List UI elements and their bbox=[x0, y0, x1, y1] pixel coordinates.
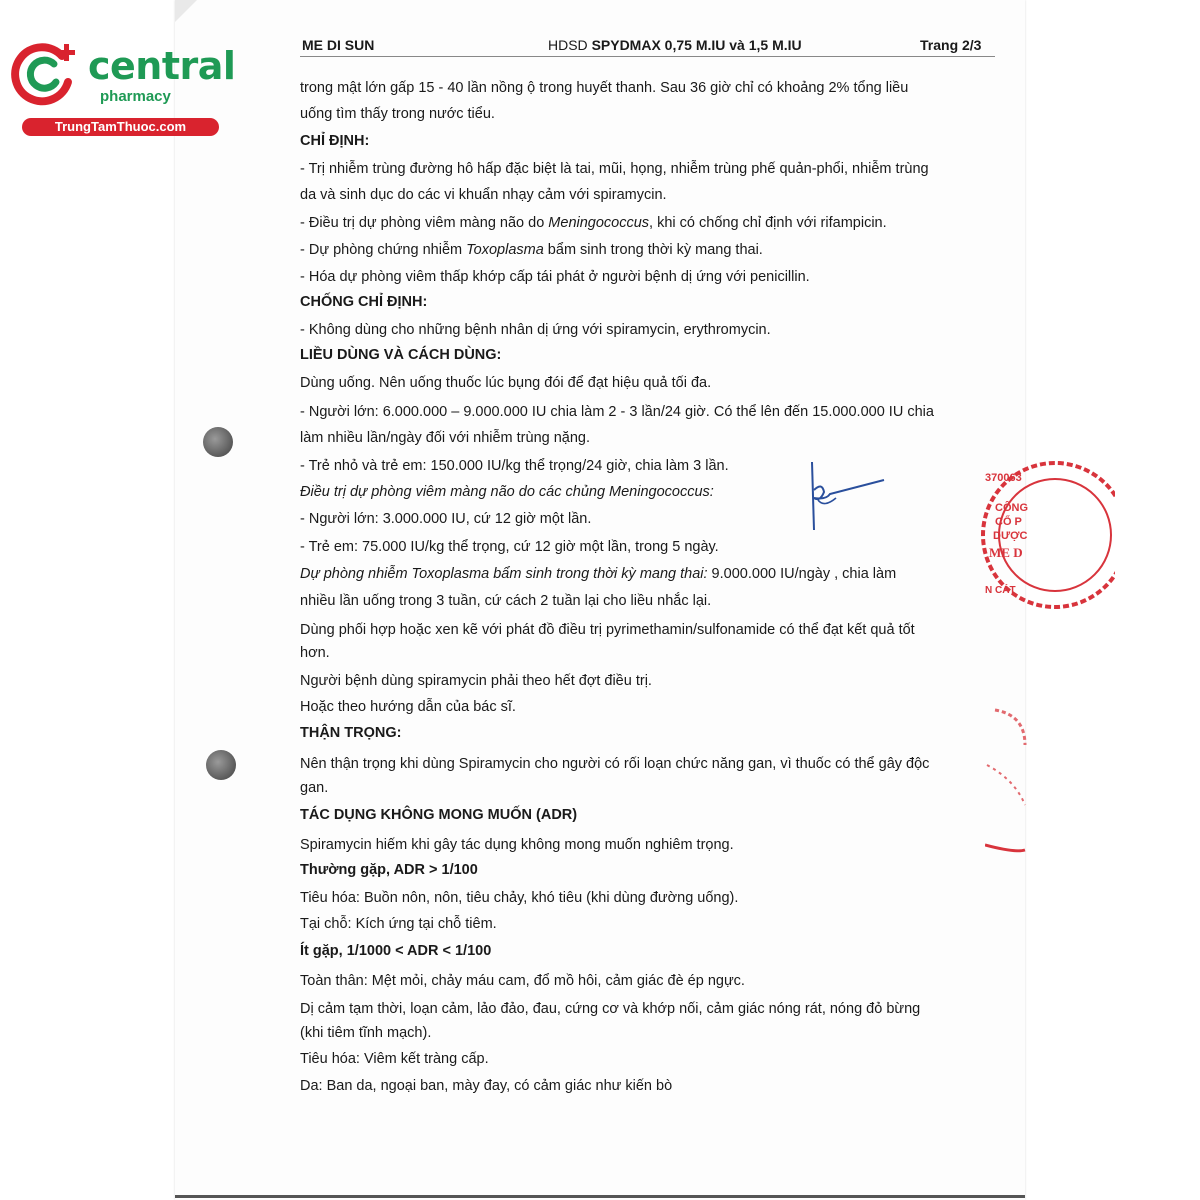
paragraph-line bbox=[300, 215, 887, 231]
italic-run: Dự phòng nhiễm Toxoplasma bẩm sinh trong thời kỳ mang thai: bbox=[300, 566, 708, 582]
paragraph-line: Dùng phối hợp hoặc xen kẽ với phát đồ điều trị pyrimethamin/sulfonamide có thể đạt kết quả tốt bbox=[300, 622, 915, 638]
italic-run: Toxoplasma bbox=[466, 242, 544, 258]
section-heading-precautions: THẬN TRỌNG: bbox=[300, 725, 402, 741]
paragraph-line: Tại chỗ: Kích ứng tại chỗ tiêm. bbox=[300, 916, 497, 932]
paragraph-line: - Không dùng cho những bệnh nhân dị ứng với spiramycin, erythromycin. bbox=[300, 322, 771, 338]
stamp-line: DƯỢC bbox=[993, 530, 1028, 542]
paragraph-line: Điều trị dự phòng viêm màng não do các chủng Meningococcus: bbox=[300, 484, 714, 500]
paragraph-line: Spiramycin hiếm khi gây tác dụng không mong muốn nghiêm trọng. bbox=[300, 837, 734, 853]
paragraph-line: Tiêu hóa: Buồn nôn, nôn, tiêu chảy, khó tiêu (khi dùng đường uống). bbox=[300, 890, 739, 906]
stamp-line: CÔNG bbox=[995, 502, 1028, 514]
section-heading-indications: CHỈ ĐỊNH: bbox=[300, 133, 370, 149]
paragraph-line: Nên thận trọng khi dùng Spiramycin cho người có rối loạn chức năng gan, vì thuốc có thể gây độc bbox=[300, 756, 930, 772]
page-fold-corner bbox=[175, 0, 197, 22]
paragraph-line: uống tìm thấy trong nước tiểu. bbox=[300, 106, 495, 122]
header-document-title bbox=[548, 37, 802, 53]
text-run: bẩm sinh trong thời kỳ mang thai. bbox=[543, 242, 763, 258]
brand-subtitle: pharmacy bbox=[100, 88, 171, 105]
brand-url-link[interactable]: TrungTamThuoc.com bbox=[22, 118, 219, 136]
paragraph-line: Tiêu hóa: Viêm kết tràng cấp. bbox=[300, 1051, 489, 1067]
text-run: , khi có chống chỉ định với rifampicin. bbox=[649, 215, 887, 231]
pharmacy-cross-logo-icon bbox=[10, 38, 80, 108]
paragraph-line: nhiều lần uống trong 3 tuần, cứ cách 2 tuần lại cho liều nhắc lại. bbox=[300, 593, 712, 609]
paragraph-line: gan. bbox=[300, 780, 329, 796]
page-bottom-edge bbox=[175, 1195, 1025, 1198]
stamp-number: 370063 bbox=[985, 472, 1022, 484]
section-heading-adverse-reactions: TÁC DỤNG KHÔNG MONG MUỐN (ADR) bbox=[300, 807, 578, 823]
paragraph-line: - Người lớn: 6.000.000 – 9.000.000 IU chia làm 2 - 3 lần/24 giờ. Có thể lên đến 15.000.000 IU chia bbox=[300, 404, 934, 420]
stamp-line: ME D bbox=[989, 545, 1023, 560]
header-divider bbox=[300, 56, 995, 57]
handwritten-signature bbox=[800, 460, 890, 535]
paragraph-line bbox=[300, 242, 763, 258]
subheading-uncommon: Ít gặp, 1/1000 < ADR < 1/100 bbox=[300, 943, 492, 959]
brand-logo[interactable] bbox=[10, 38, 236, 138]
paragraph-line: Dùng uống. Nên uống thuốc lúc bụng đói để đạt hiệu quả tối đa. bbox=[300, 375, 712, 391]
paragraph-line: hơn. bbox=[300, 645, 330, 661]
subheading-common: Thường gặp, ADR > 1/100 bbox=[300, 862, 478, 878]
paragraph-line: Hoặc theo hướng dẫn của bác sĩ. bbox=[300, 699, 516, 715]
paragraph-line: Dị cảm tạm thời, loạn cảm, lảo đảo, đau, cứng cơ và khớp nối, cảm giác nóng rát, nóng đỏ bừng bbox=[300, 1001, 921, 1017]
paragraph-line: trong mật lớn gấp 15 - 40 lần nồng ộ trong huyết thanh. Sau 36 giờ chỉ có khoảng 2% tổng liều bbox=[300, 80, 909, 96]
header-company: ME DI SUN bbox=[302, 37, 375, 53]
stamp-line: N CÁT bbox=[985, 585, 1016, 596]
header-page-number: Trang 2/3 bbox=[920, 37, 982, 53]
brand-name: central bbox=[88, 44, 236, 88]
paragraph-line: - Trẻ nhỏ và trẻ em: 150.000 IU/kg thể trọng/24 giờ, chia làm 3 lần. bbox=[300, 458, 729, 474]
paragraph-line: da và sinh dục do các vi khuẩn nhạy cảm với spiramycin. bbox=[300, 187, 667, 203]
paragraph-line: Da: Ban da, ngoại ban, mày đay, có cảm giác như kiến bò bbox=[300, 1078, 673, 1094]
partial-stamp-mark bbox=[985, 705, 1045, 855]
company-seal-stamp bbox=[975, 455, 1115, 615]
paragraph-line: - Hóa dự phòng viêm thấp khớp cấp tái phát ở người bệnh dị ứng với penicillin. bbox=[300, 269, 810, 285]
stamp-line: CỔ P bbox=[995, 516, 1022, 528]
paragraph-line: (khi tiêm tĩnh mạch). bbox=[300, 1025, 432, 1041]
paragraph-line: làm nhiều lần/ngày đối với nhiễm trùng nặng. bbox=[300, 430, 591, 446]
text-run: - Dự phòng chứng nhiễm bbox=[300, 242, 467, 258]
paragraph-line: Toàn thân: Mệt mỏi, chảy máu cam, đổ mồ hôi, cảm giác đè ép ngực. bbox=[300, 973, 745, 989]
section-heading-dosage: LIỀU DÙNG VÀ CÁCH DÙNG: bbox=[300, 347, 502, 363]
binder-hole-top bbox=[203, 427, 233, 457]
paragraph-line: Người bệnh dùng spiramycin phải theo hết đợt điều trị. bbox=[300, 673, 652, 689]
paragraph-line: - Trẻ em: 75.000 IU/kg thể trọng, cứ 12 giờ một lần, trong 5 ngày. bbox=[300, 539, 719, 555]
paragraph-line: - Người lớn: 3.000.000 IU, cứ 12 giờ một lần. bbox=[300, 511, 592, 527]
binder-hole-bottom bbox=[206, 750, 236, 780]
text-run: 9.000.000 IU/ngày , chia làm bbox=[707, 566, 897, 582]
header-title-prefix: HDSD bbox=[548, 37, 588, 53]
header-title-product: SPYDMAX 0,75 M.IU và 1,5 M.IU bbox=[591, 37, 802, 53]
italic-run: Meningococcus bbox=[548, 215, 650, 231]
section-heading-contraindications: CHỐNG CHỈ ĐỊNH: bbox=[300, 294, 428, 310]
paragraph-line: - Trị nhiễm trùng đường hô hấp đặc biệt là tai, mũi, họng, nhiễm trùng phế quản-phổi, nhiễm trùng bbox=[300, 161, 929, 177]
paragraph-line bbox=[300, 566, 896, 582]
text-run: - Điều trị dự phòng viêm màng não do bbox=[300, 215, 549, 231]
